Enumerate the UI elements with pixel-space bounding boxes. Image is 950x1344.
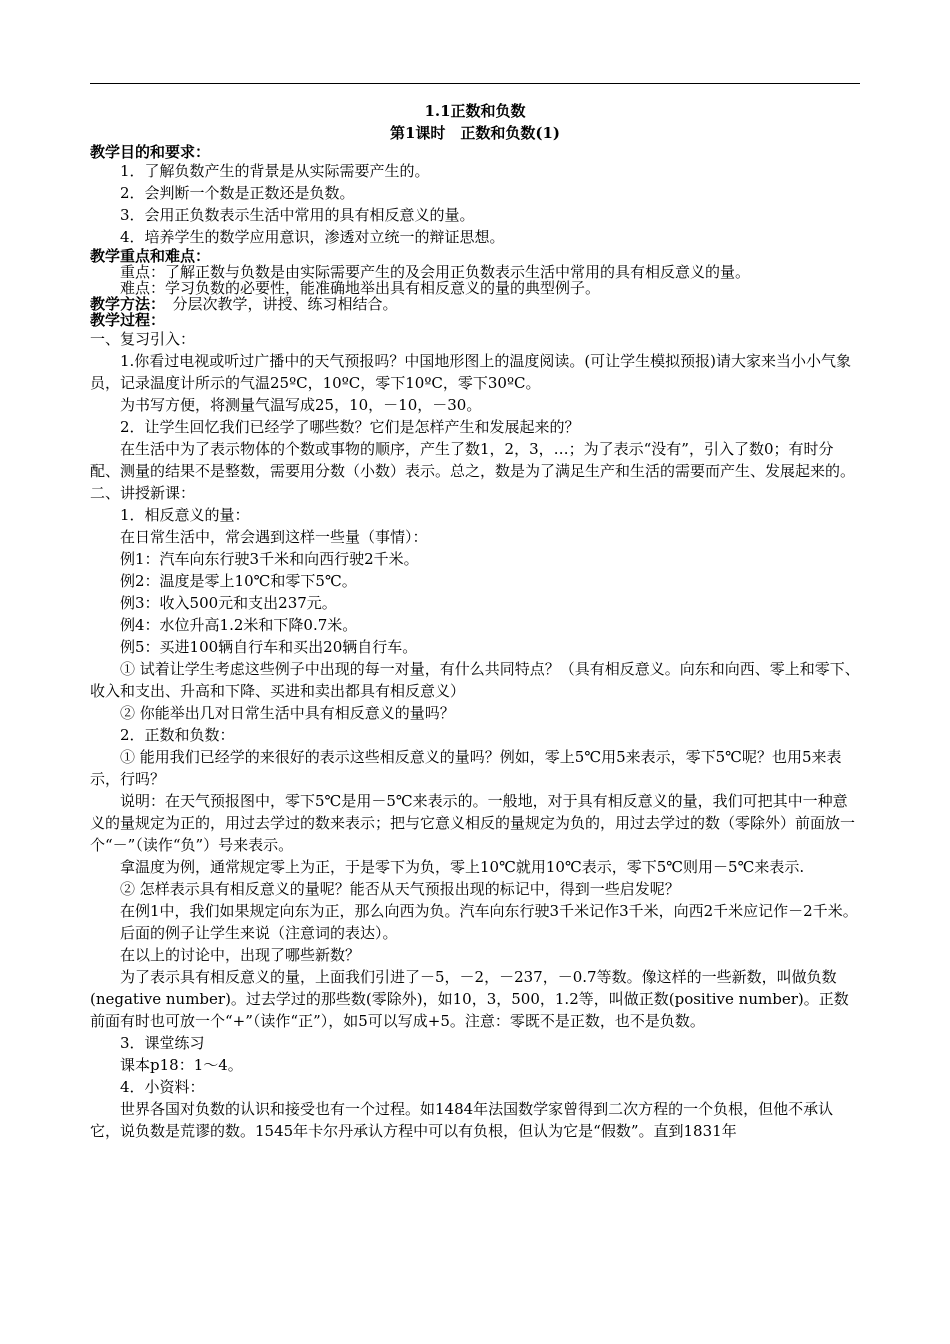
- method-text: 分层次教学，讲授、练习相结合。: [157, 295, 398, 313]
- objective-item: 2．会判断一个数是正数还是负数。: [120, 184, 355, 202]
- method-line: [90, 296, 860, 312]
- document-body: [90, 100, 860, 1142]
- lesson-paragraph: ② 你能举出几对日常生活中具有相反意义的量吗？: [120, 704, 455, 722]
- review-paragraph: 2．让学生回忆我们已经学了哪些数？它们是怎样产生和发展起来的？: [120, 418, 580, 436]
- lesson-paragraph: 后面的例子让学生来说（注意词的表达）。: [120, 924, 398, 942]
- review-paragraph: 1.你看过电视或听过广播中的天气预报吗？中国地形图上的温度阅读。(可让学生模拟预报)请大家来当小小气象员，记录温度计所示的气温25ºC，10ºC，零下10ºC，零下30ºC。: [90, 352, 852, 392]
- lesson-paragraph: 例5：买进100辆自行车和买出20辆自行车。: [120, 638, 418, 656]
- key-point-text: 重点：了解正数与负数是由实际需要产生的及会用正负数表示生活中常用的具有相反意义的量。: [120, 263, 751, 281]
- lesson-paragraph: 例4：水位升高1.2米和下降0.7米。: [120, 616, 358, 634]
- lesson-paragraph: 例1：汽车向东行驶3千米和向西行驶2千米。: [120, 550, 419, 568]
- objectives-heading: 教学目的和要求：: [90, 143, 211, 161]
- lesson-paragraph: 3．课堂练习: [120, 1034, 205, 1052]
- objective-item: 4．培养学生的数学应用意识，渗透对立统一的辩证思想。: [120, 228, 505, 246]
- review-heading: 一、复习引入：: [90, 330, 196, 348]
- difficulty-text: 难点：学习负数的必要性，能准确地举出具有相反意义的量的典型例子。: [120, 279, 601, 297]
- lesson-subtitle: 第1课时 正数和负数(1): [389, 124, 561, 142]
- new-lesson-heading: 二、讲授新课：: [90, 484, 196, 502]
- lesson-paragraph: 为了表示具有相反意义的量，上面我们引进了－5，－2，－237，－0.7等数。像这样的一些新数，叫做负数(negative number)。过去学过的那些数(零除外)，如10，3，500，1.2等，叫做正数(positive number)。正数前面有时也可放一个“+”（读作“正”），如5可以写成+5。注意：零既不是正数，也不是负数。: [90, 968, 849, 1030]
- lesson-paragraph: 在日常生活中，常会遇到这样一些量（事情）：: [120, 528, 428, 546]
- lesson-paragraph: ② 怎样表示具有相反意义的量呢？能否从天气预报出现的标记中，得到一些启发呢？: [120, 880, 680, 898]
- header-rule: [90, 83, 860, 84]
- lesson-paragraph: 说明：在天气预报图中，零下5℃是用－5℃来表示的。一般地，对于具有相反意义的量，我们可把其中一种意义的量规定为正的，用过去学过的数来表示；把与它意义相反的量规定为负的，用过去学过的数（零除外）前面放一个“－”（读作“负”）号来表示。: [90, 792, 856, 854]
- lesson-paragraph: 在以上的讨论中，出现了哪些新数？: [120, 946, 361, 964]
- section-title: 1.1正数和负数: [424, 102, 526, 120]
- lesson-paragraph: ① 能用我们已经学的来很好的表示这些相反意义的量吗？例如，零上5℃用5来表示，零下5℃呢？也用5来表示，行吗？: [90, 748, 842, 788]
- lesson-paragraph: 课本p18：1～4。: [120, 1056, 243, 1074]
- lesson-paragraph: 例3：收入500元和支出237元。: [120, 594, 337, 612]
- objective-item: 1．了解负数产生的背景是从实际需要产生的。: [120, 162, 430, 180]
- review-paragraph: 在生活中为了表示物体的个数或事物的顺序，产生了数1，2，3，…；为了表示“没有”，引入了数0；有时分配、测量的结果不是整数，需要用分数（小数）表示。总之，数是为了满足生产和生活的需要而产生、发展起来的。: [90, 440, 856, 480]
- lesson-paragraph: ① 试着让学生考虑这些例子中出现的每一对量，有什么共同特点？（具有相反意义。向东和向西、零上和零下、收入和支出、升高和下降、买进和卖出都具有相反意义）: [90, 660, 860, 700]
- lesson-paragraph: 在例1中，我们如果规定向东为正，那么向西为负。汽车向东行驶3千米记作3千米，向西2千米应记作－2千米。: [120, 902, 858, 920]
- lesson-paragraph: 拿温度为例，通常规定零上为正，于是零下为负，零上10℃就用10℃表示，零下5℃则用－5℃来表示.: [120, 858, 805, 876]
- lesson-paragraph: 4．小资料：: [120, 1078, 205, 1096]
- objective-item: 3．会用正负数表示生活中常用的具有相反意义的量。: [120, 206, 475, 224]
- focus-heading: 教学重点和难点：: [90, 247, 211, 265]
- lesson-paragraph: 世界各国对负数的认识和接受也有一个过程。如1484年法国数学家曾得到二次方程的一个负根，但他不承认它，说负数是荒谬的数。1545年卡尔丹承认方程中可以有负根，但认为它是“假数”。直到1831年: [90, 1100, 834, 1140]
- lesson-paragraph: 例2：温度是零上10℃和零下5℃。: [120, 572, 357, 590]
- lesson-paragraph: 2．正数和负数：: [120, 726, 235, 744]
- method-heading: 教学方法：: [90, 295, 158, 313]
- process-heading: 教学过程：: [90, 311, 166, 329]
- lesson-paragraph: 1．相反意义的量：: [120, 506, 250, 524]
- review-paragraph: 为书写方便，将测量气温写成25，10，－10，－30。: [120, 396, 482, 414]
